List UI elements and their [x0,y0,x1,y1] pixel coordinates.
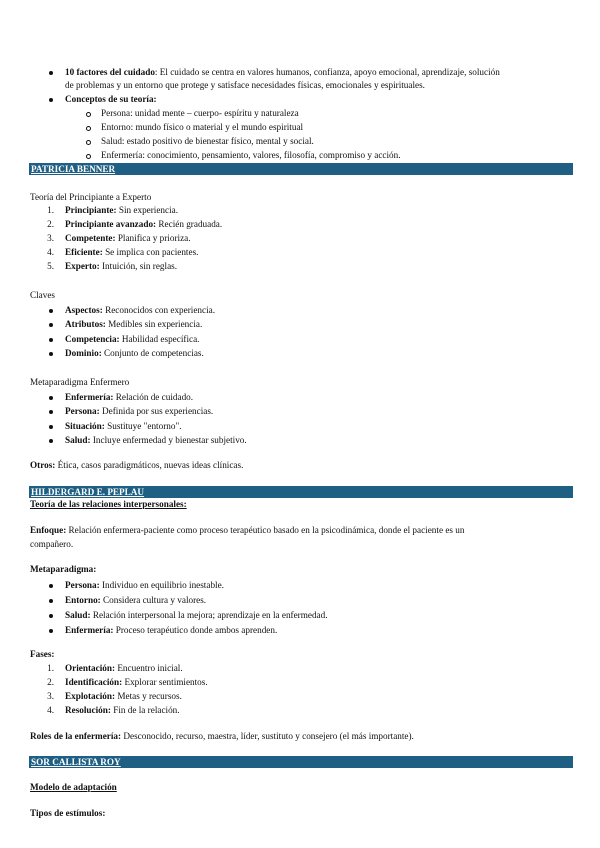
clave-item: Atributos: Medibles sin experiencia. [65,319,203,329]
section-header-peplau [29,486,573,498]
list-number: 2. [47,677,54,687]
section-header-roy [29,756,573,768]
bullet [49,396,53,400]
roles-line: Roles de la enfermería: Desconocido, recurso, maestra, líder, sustituto y consejero (el más importante). [30,731,414,741]
section-header-text: SOR CALLISTA ROY [31,757,121,767]
level-item: Eficiente: Se implica con pacientes. [65,247,199,257]
fases-title: Fases: [30,649,55,659]
bullet [49,71,53,75]
bullet [49,98,53,102]
list-number: 1. [47,205,54,215]
roy-model: Modelo de adaptación [30,782,117,792]
bullet [49,614,53,618]
list-number: 1. [47,663,54,673]
meta-item: Enfermería: Relación de cuidado. [65,392,194,402]
enfoque-cont: compañero. [30,539,74,549]
benner-meta-title: Metaparadigma Enfermero [30,377,130,387]
list-number: 2. [47,219,54,229]
factors-text: : El cuidado se centra en valores humanos, confianza, apoyo emocional, aprendizaje, solución [154,67,500,77]
bullet [49,410,53,414]
level-item: Experto: Intuición, sin reglas. [65,261,178,271]
concepts-label: Conceptos de su teoría: [65,94,157,104]
factors-label: 10 factores del cuidado [65,67,155,77]
meta-item: Salud: Relación interpersonal la mejora; aprendizaje en la enfermedad. [65,610,328,620]
meta-item: Situación: Sustituye "entorno". [65,421,182,431]
bullet [49,352,53,356]
concept-item: Persona: unidad mente – cuerpo- espíritu y naturaleza [101,108,299,118]
bullet [49,584,53,588]
circle-bullet [86,140,91,145]
roy-stimuli: Tipos de estímulos: [30,808,106,818]
fase-item: Resolución: Fin de la relación. [65,705,180,715]
concept-item: Salud: estado positivo de bienestar físico, mental y social. [101,136,314,146]
bullet [49,629,53,633]
concept-item: Enfermería: conocimiento, pensamiento, valores, filosofía, compromiso y acción. [101,150,401,160]
fase-item: Identificación: Explorar sentimientos. [65,677,208,687]
bullet [49,439,53,443]
level-item: Competente: Planifica y prioriza. [65,233,191,243]
meta-item: Persona: Individuo en equilibrio inestable. [65,580,224,590]
meta-item: Entorno: Considera cultura y valores. [65,595,207,605]
claves-title: Claves [30,290,56,300]
list-number: 4. [47,247,54,257]
list-number: 4. [47,705,54,715]
section-header-text: PATRICIA BENNER [31,164,116,174]
level-item: Principiante avanzado: Recién graduada. [65,219,223,229]
enfoque-line: Enfoque: Relación enfermera-paciente como proceso terapéutico basado en la psicodinámica, donde el paciente es un [30,525,465,535]
fase-item: Orientación: Encuentro inicial. [65,663,183,673]
factors-text-cont: de problemas y un entorno que protege y satisface necesidades físicas, emocionales y espirituales. [65,80,425,90]
bullet [49,309,53,313]
peplau-meta-title: Metaparadigma: [30,564,97,574]
clave-item: Competencia: Habilidad específica. [65,334,200,344]
concept-item: Entorno: mundo físico o material y el mundo espiritual [101,122,304,132]
peplau-theory: Teoría de las relaciones interpersonales: [30,499,187,509]
circle-bullet [86,154,91,159]
factors-line [65,66,585,78]
circle-bullet [86,126,91,131]
clave-item: Aspectos: Reconocidos con experiencia. [65,305,216,315]
bullet [49,338,53,342]
list-number: 3. [47,233,54,243]
circle-bullet [86,112,91,117]
bullet [49,425,53,429]
fase-item: Explotación: Metas y recursos. [65,691,182,701]
list-number: 5. [47,261,54,271]
list-number: 3. [47,691,54,701]
benner-theory: Teoría del Principiante a Experto [30,192,152,202]
clave-item: Dominio: Conjunto de competencias. [65,348,204,358]
bullet [49,599,53,603]
section-header-text: HILDERGARD E. PEPLAU [31,487,145,497]
otros-line: Otros: Ética, casos paradigmáticos, nuevas ideas clínicas. [30,460,244,470]
meta-item: Persona: Definida por sus experiencias. [65,406,214,416]
section-header-benner [29,163,573,175]
bullet [49,323,53,327]
meta-item: Enfermería: Proceso terapéutico donde ambos aprenden. [65,625,278,635]
level-item: Principiante: Sin experiencia. [65,205,179,215]
meta-item: Salud: Incluye enfermedad y bienestar subjetivo. [65,435,247,445]
